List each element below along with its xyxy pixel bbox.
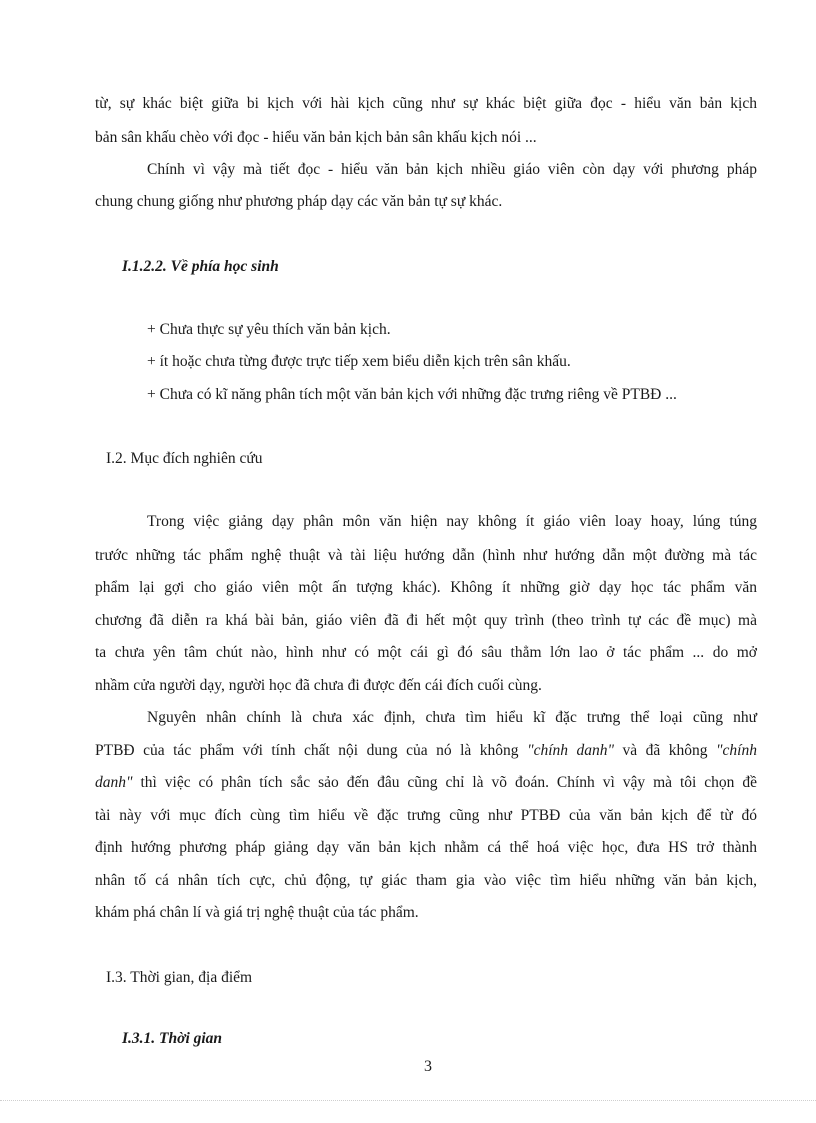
para3-line5: ta chưa yên tâm chút nào, hình như có một cái gì đó sâu thẳm lớn lao ở tác phẩm ... do mở bbox=[95, 644, 757, 661]
para4-line1: Nguyên nhân chính là chưa xác định, chưa tìm hiểu kĩ đặc trưng thể loại cũng như bbox=[147, 709, 757, 726]
para4-line7: khám phá chân lí và giá trị nghệ thuật của tác phẩm. bbox=[95, 904, 419, 921]
para4-line5: định hướng phương pháp giảng dạy văn bản kịch nhằm cá thể hoá việc học, đưa HS trở thành bbox=[95, 839, 757, 856]
page-number: 3 bbox=[424, 1058, 432, 1075]
section-heading-i31: I.3.1. Thời gian bbox=[122, 1030, 223, 1047]
bullet-item-2: + ít hoặc chưa từng được trực tiếp xem biểu diễn kịch trên sân khấu. bbox=[147, 353, 571, 370]
bullet-item-3: + Chưa có kĩ năng phân tích một văn bản kịch với những đặc trưng riêng về PTBĐ ... bbox=[147, 386, 677, 403]
section-heading-i3: I.3. Thời gian, địa điểm bbox=[106, 969, 253, 986]
para4-line6: nhân tố cá nhân tích cực, chủ động, tự giác tham gia vào việc tìm hiểu những văn bản kịch, bbox=[95, 872, 757, 889]
para1-line2: bản sân khấu chèo với đọc - hiểu văn bản kịch bản sân khấu kịch nói ... bbox=[95, 129, 537, 146]
para4-line2-quote-d: "chính bbox=[716, 742, 757, 759]
para3-line2: trước những tác phẩm nghệ thuật và tài liệu hướng dẫn (hình như hướng dẫn một đường mà tác bbox=[95, 547, 757, 564]
para1-line1: từ, sự khác biệt giữa bi kịch với hài kịch cũng như sự khác biệt giữa đọc - hiểu văn bản kịch bbox=[95, 95, 757, 112]
para3-line1: Trong việc giảng dạy phân môn văn hiện nay không ít giáo viên loay hoay, lúng túng bbox=[147, 513, 757, 530]
para3-line3: phẩm lại gợi cho giáo viên một ấn tượng khác). Không ít những giờ dạy học tác phẩm văn bbox=[95, 579, 757, 596]
para4-line2 bbox=[95, 741, 757, 761]
para4-line3-quote: danh" bbox=[95, 774, 133, 791]
para2-line1: Chính vì vậy mà tiết đọc - hiểu văn bản kịch nhiều giáo viên còn dạy với phương pháp bbox=[147, 161, 757, 178]
para4-line4: tài này với mục đích cùng tìm hiểu về đặc trưng cũng như PTBĐ của văn bản kịch để từ đó bbox=[95, 807, 757, 824]
para2-line2: chung chung giống như phương pháp dạy các văn bản tự sự khác. bbox=[95, 193, 503, 210]
bullet-item-1: + Chưa thực sự yêu thích văn bản kịch. bbox=[147, 321, 391, 338]
para4-line2-quote-a: "chính danh" bbox=[527, 742, 615, 759]
para4-line2-text-c: và đã không bbox=[622, 742, 708, 759]
para4-line2-text-a: PTBĐ của tác phẩm với tính chất nội dung của nó là không bbox=[95, 742, 519, 759]
section-heading-i2: I.2. Mục đích nghiên cứu bbox=[106, 450, 263, 467]
para3-line6: nhầm cửa người dạy, người học đã chưa đi được đến cái đích cuối cùng. bbox=[95, 677, 542, 694]
para3-line4: chương đã diễn ra khá bài bản, giáo viên đã đi hết một quy trình (theo trình tự các đề mục) mà bbox=[95, 612, 757, 629]
para4-line3 bbox=[95, 773, 757, 793]
section-heading-i122: I.1.2.2. Về phía học sinh bbox=[122, 258, 279, 275]
para4-line3-text: thì việc có phân tích sắc sảo đến đâu cũng chỉ là võ đoán. Chính vì vậy mà tôi chọn đề bbox=[140, 774, 757, 791]
footer-divider bbox=[0, 1100, 816, 1101]
